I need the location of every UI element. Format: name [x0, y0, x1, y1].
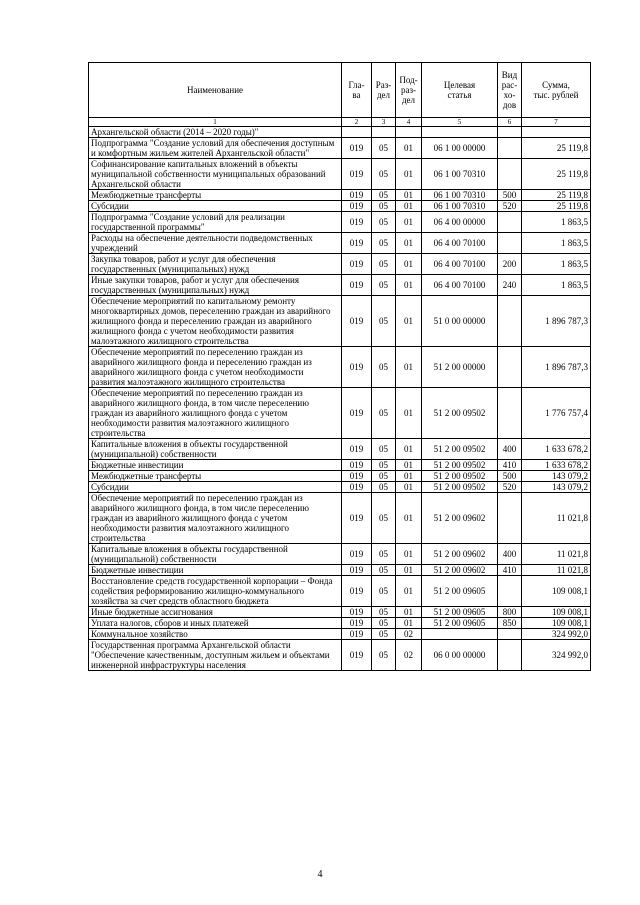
cell-section: 05 [372, 190, 396, 201]
cell-section: 05 [372, 640, 396, 671]
cell-name: Бюджетные инвестиции [89, 460, 342, 471]
cell-expense-type: 850 [498, 618, 522, 629]
cell-target-article [422, 629, 498, 640]
cell-section: 05 [372, 347, 396, 388]
cell-chapter: 019 [342, 201, 372, 212]
cell-target-article: 51 0 00 00000 [422, 296, 498, 347]
header-expense-type: Вид рас- хо- дов [498, 63, 522, 118]
cell-expense-type [498, 388, 522, 439]
cell-target-article: 51 2 00 09605 [422, 607, 498, 618]
cell-expense-type: 410 [498, 460, 522, 471]
table-row [89, 388, 591, 439]
cell-chapter: 019 [342, 347, 372, 388]
cell-subsection [396, 127, 422, 138]
cell-subsection: 01 [396, 347, 422, 388]
cell-chapter: 019 [342, 618, 372, 629]
cell-subsection: 01 [396, 296, 422, 347]
cell-target-article: 51 2 00 00000 [422, 347, 498, 388]
table-row [89, 254, 591, 275]
cell-target-article: 06 4 00 70100 [422, 254, 498, 275]
header-row [89, 63, 591, 118]
cell-sum: 109 008,1 [522, 576, 591, 607]
cell-sum: 109 008,1 [522, 618, 591, 629]
cell-target-article: 51 2 00 09502 [422, 388, 498, 439]
cell-chapter: 019 [342, 640, 372, 671]
cell-sum: 324 992,0 [522, 640, 591, 671]
cell-chapter: 019 [342, 576, 372, 607]
cell-chapter [342, 127, 372, 138]
header-target-article: Целевая статья [422, 63, 498, 118]
cell-expense-type [498, 233, 522, 254]
cell-sum: 25 119,8 [522, 190, 591, 201]
cell-chapter: 019 [342, 275, 372, 296]
cell-sum [522, 127, 591, 138]
cell-expense-type [498, 296, 522, 347]
cell-section: 05 [372, 493, 396, 544]
cell-expense-type [498, 629, 522, 640]
cell-sum: 1 896 787,3 [522, 347, 591, 388]
cell-section [372, 127, 396, 138]
column-number: 7 [522, 118, 591, 127]
cell-chapter: 019 [342, 629, 372, 640]
cell-sum: 1 896 787,3 [522, 296, 591, 347]
cell-section: 05 [372, 565, 396, 576]
cell-name: Обеспечение мероприятий по капитальному ремонту многоквартирных домов, переселению граждан из аварийного жилищного фонда и переселению граждан из аварийного жилищного фонда с учетом необходимости развития малоэтажного жилищного строительства [89, 296, 342, 347]
cell-subsection: 01 [396, 460, 422, 471]
table-row [89, 296, 591, 347]
cell-expense-type [498, 640, 522, 671]
table-row [89, 618, 591, 629]
cell-section: 05 [372, 576, 396, 607]
cell-section: 05 [372, 439, 396, 460]
cell-expense-type: 400 [498, 439, 522, 460]
cell-expense-type [498, 159, 522, 190]
cell-section: 05 [372, 201, 396, 212]
cell-section: 05 [372, 212, 396, 233]
cell-sum: 11 021,8 [522, 544, 591, 565]
table-row [89, 439, 591, 460]
table-row [89, 482, 591, 493]
cell-name: Обеспечение мероприятий по переселению граждан из аварийного жилищного фонда, в том числе переселению граждан из аварийного жилищного фонда с учетом необходимости развития малоэтажного жилищного строительства [89, 493, 342, 544]
cell-subsection: 01 [396, 138, 422, 159]
column-number: 4 [396, 118, 422, 127]
cell-target-article: 51 2 00 09605 [422, 576, 498, 607]
cell-subsection: 01 [396, 275, 422, 296]
cell-expense-type: 400 [498, 544, 522, 565]
cell-sum: 143 079,2 [522, 482, 591, 493]
cell-target-article: 06 1 00 70310 [422, 201, 498, 212]
cell-expense-type [498, 138, 522, 159]
cell-subsection: 01 [396, 190, 422, 201]
header-name: Наименование [89, 63, 342, 118]
cell-sum: 1 863,5 [522, 233, 591, 254]
cell-expense-type [498, 212, 522, 233]
cell-section: 05 [372, 607, 396, 618]
cell-subsection: 01 [396, 607, 422, 618]
cell-target-article: 51 2 00 09602 [422, 565, 498, 576]
cell-subsection: 02 [396, 640, 422, 671]
cell-chapter: 019 [342, 388, 372, 439]
cell-subsection: 01 [396, 576, 422, 607]
cell-expense-type: 520 [498, 482, 522, 493]
cell-sum: 25 119,8 [522, 159, 591, 190]
table-row [89, 565, 591, 576]
cell-name: Субсидии [89, 482, 342, 493]
cell-subsection: 01 [396, 254, 422, 275]
cell-sum: 1 633 678,2 [522, 460, 591, 471]
cell-name: Межбюджетные трансферты [89, 471, 342, 482]
table-row [89, 576, 591, 607]
cell-target-article: 06 4 00 70100 [422, 233, 498, 254]
table-row [89, 629, 591, 640]
cell-sum: 1 863,5 [522, 212, 591, 233]
cell-name: Подпрограмма "Создание условий для обеспечения доступным и комфортным жильем жителей Архангельской области" [89, 138, 342, 159]
column-number-row [89, 118, 591, 127]
cell-name: Расходы на обеспечение деятельности подведомственных учреждений [89, 233, 342, 254]
table-row [89, 127, 591, 138]
cell-name: Иные бюджетные ассигнования [89, 607, 342, 618]
cell-target-article: 06 1 00 00000 [422, 138, 498, 159]
column-number: 5 [422, 118, 498, 127]
cell-name: Софинансирование капитальных вложений в объекты муниципальной собственности муниципальных образований Архангельской области [89, 159, 342, 190]
cell-name: Подпрограмма "Создание условий для реализации государственной программы" [89, 212, 342, 233]
cell-subsection: 01 [396, 388, 422, 439]
cell-expense-type: 240 [498, 275, 522, 296]
cell-target-article: 51 2 00 09502 [422, 439, 498, 460]
table-row [89, 471, 591, 482]
cell-subsection: 01 [396, 233, 422, 254]
cell-expense-type: 800 [498, 607, 522, 618]
cell-sum: 324 992,0 [522, 629, 591, 640]
cell-chapter: 019 [342, 212, 372, 233]
cell-name: Капитальные вложения в объекты государственной (муниципальной) собственности [89, 439, 342, 460]
cell-subsection: 01 [396, 201, 422, 212]
cell-subsection: 01 [396, 471, 422, 482]
cell-chapter: 019 [342, 159, 372, 190]
column-number: 2 [342, 118, 372, 127]
cell-sum: 11 021,8 [522, 493, 591, 544]
header-chapter: Гла- ва [342, 63, 372, 118]
cell-target-article: 51 2 00 09605 [422, 618, 498, 629]
table-header [89, 63, 591, 127]
table-row [89, 607, 591, 618]
cell-section: 05 [372, 275, 396, 296]
cell-chapter: 019 [342, 233, 372, 254]
column-number: 6 [498, 118, 522, 127]
cell-target-article: 06 1 00 70310 [422, 159, 498, 190]
column-number: 3 [372, 118, 396, 127]
cell-subsection: 01 [396, 493, 422, 544]
cell-expense-type: 410 [498, 565, 522, 576]
cell-name: Иные закупки товаров, работ и услуг для обеспечения государственных (муниципальных) нужд [89, 275, 342, 296]
cell-sum: 11 021,8 [522, 565, 591, 576]
table-row [89, 640, 591, 671]
table-row [89, 460, 591, 471]
table-row [89, 275, 591, 296]
cell-name: Капитальные вложения в объекты государственной (муниципальной) собственности [89, 544, 342, 565]
cell-subsection: 01 [396, 439, 422, 460]
table-row [89, 544, 591, 565]
header-subsection: Под- раз- дел [396, 63, 422, 118]
cell-subsection: 01 [396, 159, 422, 190]
cell-subsection: 01 [396, 482, 422, 493]
cell-name: Межбюджетные трансферты [89, 190, 342, 201]
cell-target-article: 51 2 00 09602 [422, 544, 498, 565]
table-row [89, 190, 591, 201]
cell-expense-type: 200 [498, 254, 522, 275]
cell-chapter: 019 [342, 296, 372, 347]
cell-expense-type [498, 347, 522, 388]
cell-sum: 25 119,8 [522, 138, 591, 159]
table-row [89, 212, 591, 233]
cell-chapter: 019 [342, 471, 372, 482]
cell-target-article: 51 2 00 09602 [422, 493, 498, 544]
cell-chapter: 019 [342, 439, 372, 460]
cell-expense-type: 500 [498, 471, 522, 482]
header-section: Раз- дел [372, 63, 396, 118]
cell-section: 05 [372, 482, 396, 493]
cell-chapter: 019 [342, 254, 372, 275]
cell-chapter: 019 [342, 607, 372, 618]
cell-subsection: 01 [396, 618, 422, 629]
cell-chapter: 019 [342, 544, 372, 565]
cell-section: 05 [372, 544, 396, 565]
cell-name: Субсидии [89, 201, 342, 212]
cell-subsection: 01 [396, 544, 422, 565]
cell-sum: 1 863,5 [522, 254, 591, 275]
cell-target-article: 51 2 00 09502 [422, 460, 498, 471]
table-row [89, 159, 591, 190]
cell-target-article: 06 1 00 70310 [422, 190, 498, 201]
cell-sum: 109 008,1 [522, 607, 591, 618]
cell-sum: 25 119,8 [522, 201, 591, 212]
cell-target-article: 06 4 00 00000 [422, 212, 498, 233]
table-row [89, 138, 591, 159]
cell-section: 05 [372, 629, 396, 640]
cell-section: 05 [372, 296, 396, 347]
cell-subsection: 02 [396, 629, 422, 640]
cell-section: 05 [372, 471, 396, 482]
page-number: 4 [317, 869, 323, 880]
table-row [89, 347, 591, 388]
cell-name: Государственная программа Архангельской области "Обеспечение качественным, доступным жильем и объектами инженерной инфраструктуры населения [89, 640, 342, 671]
cell-name: Уплата налогов, сборов и иных платежей [89, 618, 342, 629]
cell-target-article: 51 2 00 09502 [422, 471, 498, 482]
cell-section: 05 [372, 233, 396, 254]
cell-expense-type: 500 [498, 190, 522, 201]
cell-name: Архангельской области (2014 – 2020 годы)" [89, 127, 342, 138]
cell-subsection: 01 [396, 212, 422, 233]
cell-name: Обеспечение мероприятий по переселению граждан из аварийного жилищного фонда и переселению граждан из аварийного жилищного фонда с учетом необходимости развития малоэтажного жилищного строительства [89, 347, 342, 388]
header-sum: Сумма, тыс. рублей [522, 63, 591, 118]
cell-chapter: 019 [342, 482, 372, 493]
cell-chapter: 019 [342, 493, 372, 544]
cell-sum: 1 633 678,2 [522, 439, 591, 460]
cell-chapter: 019 [342, 138, 372, 159]
table-row [89, 493, 591, 544]
cell-name: Восстановление средств государственной корпорации – Фонда содействия реформированию жилищно-коммунального хозяйства за счет средств областного бюджета [89, 576, 342, 607]
cell-target-article: 51 2 00 09502 [422, 482, 498, 493]
cell-sum: 143 079,2 [522, 471, 591, 482]
cell-target-article: 06 4 00 70100 [422, 275, 498, 296]
cell-target-article [422, 127, 498, 138]
cell-section: 05 [372, 618, 396, 629]
cell-section: 05 [372, 159, 396, 190]
table-row [89, 201, 591, 212]
cell-name: Обеспечение мероприятий по переселению граждан из аварийного жилищного фонда, в том числе переселению граждан из аварийного жилищного фонда с учетом необходимости развития малоэтажного жилищного строительства [89, 388, 342, 439]
table-row [89, 233, 591, 254]
cell-expense-type: 520 [498, 201, 522, 212]
cell-expense-type [498, 493, 522, 544]
column-number: 1 [89, 118, 342, 127]
cell-name: Коммунальное хозяйство [89, 629, 342, 640]
cell-section: 05 [372, 254, 396, 275]
cell-sum: 1 863,5 [522, 275, 591, 296]
cell-target-article: 06 0 00 00000 [422, 640, 498, 671]
cell-name: Закупка товаров, работ и услуг для обеспечения государственных (муниципальных) нужд [89, 254, 342, 275]
budget-table [88, 62, 591, 671]
cell-chapter: 019 [342, 460, 372, 471]
cell-section: 05 [372, 138, 396, 159]
cell-name: Бюджетные инвестиции [89, 565, 342, 576]
cell-expense-type [498, 127, 522, 138]
cell-section: 05 [372, 388, 396, 439]
cell-subsection: 01 [396, 565, 422, 576]
cell-expense-type [498, 576, 522, 607]
cell-chapter: 019 [342, 565, 372, 576]
cell-chapter: 019 [342, 190, 372, 201]
cell-section: 05 [372, 460, 396, 471]
cell-sum: 1 776 757,4 [522, 388, 591, 439]
table-body [89, 127, 591, 671]
